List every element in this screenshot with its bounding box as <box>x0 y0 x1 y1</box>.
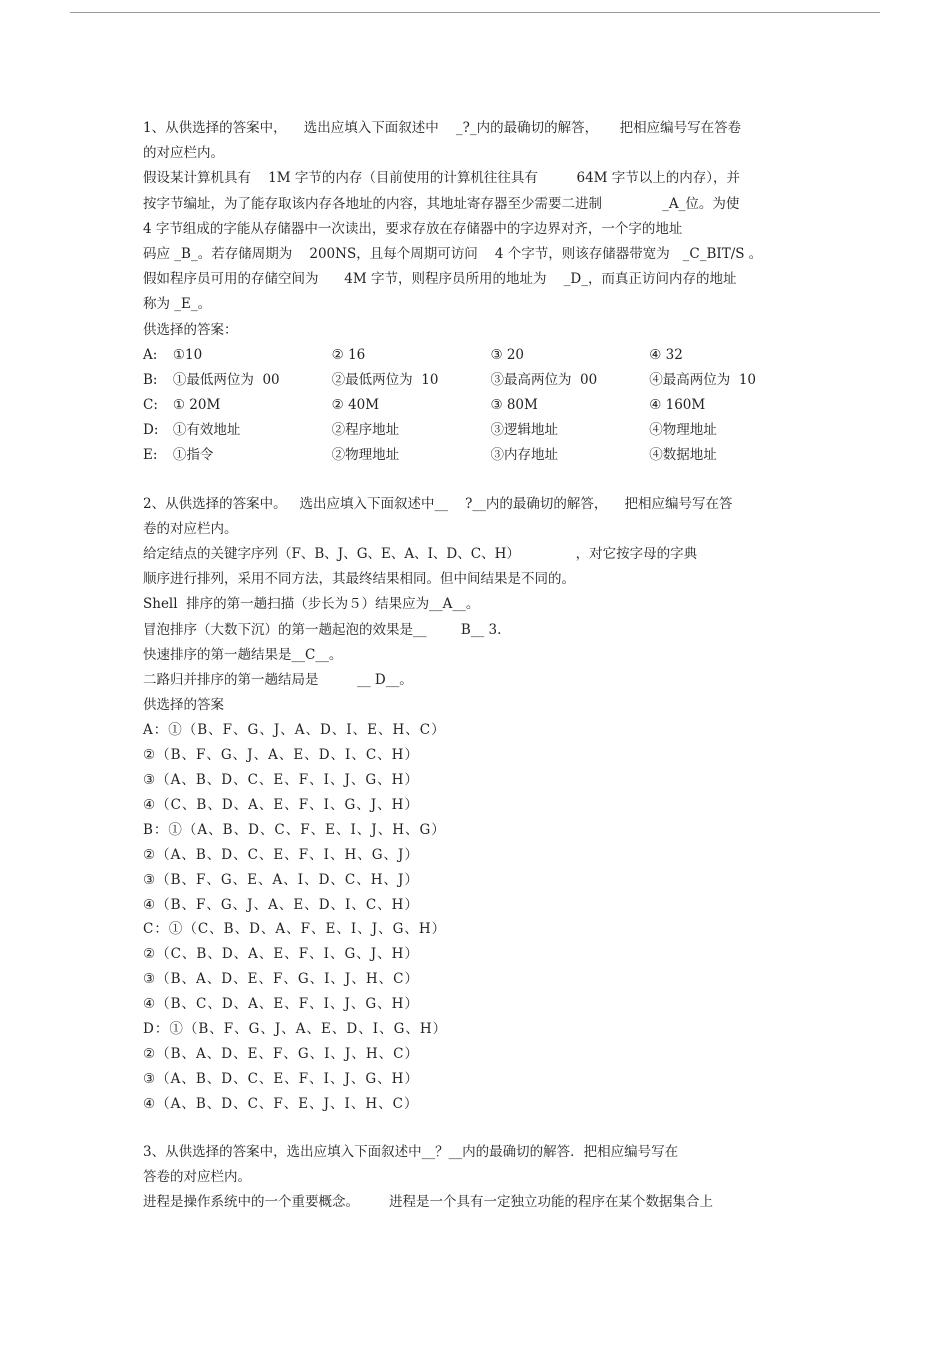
q1-line: 4 字节组成的字能从存储器中一次读出，要求存放在存储器中的字边界对齐，一个字的地址 <box>143 220 683 237</box>
document-body <box>143 116 808 1215</box>
option-key: E: <box>143 447 158 464</box>
q1-option-row-c <box>143 393 808 418</box>
q2-line: Shell 排序的第一趟扫描（步长为５）结果应为__A__。 <box>143 596 480 613</box>
q3-line: 答卷的对应栏内。 <box>143 1168 251 1185</box>
q1-line: 按字节编址，为了能存取该内存各地址的内容，其地址寄存器至少需要二进制 _A_位。为使 <box>143 195 740 212</box>
q2-answer-line: ②（B、F、G、J、A、E、D、I、C、H） <box>143 747 419 764</box>
q1-option-row-b <box>143 368 808 393</box>
option-choice: ③ 20 <box>490 346 525 363</box>
q1-line: 称为 _E_。 <box>143 296 212 313</box>
option-key: B: <box>143 371 158 388</box>
q3-line: 进程是操作系统中的一个重要概念。 进程是一个具有一定独立功能的程序在某个数据集合上 <box>143 1193 714 1210</box>
option-choice: ③逻辑地址 <box>490 422 558 439</box>
q2-line: 顺序进行排列，采用不同方法，其最终结果相同。但中间结果是不同的。 <box>143 571 575 588</box>
option-choice: ① 20M <box>172 397 221 414</box>
q2-line: 快速排序的第一趟结果是__C__。 <box>143 646 343 663</box>
q2-line: 卷的对应栏内。 <box>143 520 238 537</box>
q1-line: 供选择的答案： <box>143 321 238 338</box>
q1-line: 的对应栏内。 <box>143 145 224 162</box>
q1-line: 码应 _B_。若存储周期为 200NS，且每个周期可访问 4 个字节，则该存储器带宽为 _C_BIT/S 。 <box>143 245 763 262</box>
q1-line: 假如程序员可用的存储空间为 4M 字节，则程序员所用的地址为 _D_，而真正访问内存的地址 <box>143 271 737 288</box>
option-choice: ④物理地址 <box>649 422 717 439</box>
option-choice: ③内存地址 <box>490 447 558 464</box>
question-2 <box>143 492 808 1117</box>
option-choice: ④数据地址 <box>649 447 717 464</box>
option-choice: ①有效地址 <box>172 422 241 439</box>
option-choice: ③ 80M <box>490 397 538 414</box>
q2-answer-line: ④（B、F、G、J、A、E、D、I、C、H） <box>143 896 419 913</box>
q2-answer-line: D：①（B、F、G、J、A、E、D、I、G、H） <box>143 1021 448 1037</box>
section-gap <box>143 1117 808 1140</box>
option-choice: ④最高两位为 10 <box>649 371 756 388</box>
q2-answer-line: ②（A、B、D、C、E、F、I、H、G、J） <box>143 846 419 863</box>
option-choice: ②最低两位为 10 <box>331 371 439 388</box>
q2-line: 供选择的答案 <box>143 697 224 714</box>
q2-line: 2、从供选择的答案中。 选出应填入下面叙述中__ ?__内的最确切的解答， 把相应编号写在答 <box>143 495 733 512</box>
q2-answer-line: C：①（C、B、D、A、F、E、I、J、G、H） <box>143 921 447 938</box>
q2-answer-line: ④（A、B、D、C、F、E、J、I、H、C） <box>143 1095 419 1112</box>
q2-answer-line: A：①（B、F、G、J、A、D、I、E、H、C） <box>143 722 446 739</box>
q2-line: 二路归并排序的第一趟结局是 __ D__。 <box>143 671 413 688</box>
q2-answer-line: ③（A、B、D、C、E、F、I、J、G、H） <box>143 1070 419 1087</box>
question-3 <box>143 1140 808 1216</box>
option-choice: ①10 <box>172 346 203 363</box>
option-choice: ②程序地址 <box>331 422 400 439</box>
question-1 <box>143 116 808 469</box>
q2-answer-line: B：①（A、B、D、C、F、E、I、J、H、G） <box>143 821 446 838</box>
q1-option-row-a <box>143 343 808 368</box>
q1-line: 假设某计算机具有 1M 字节的内存（目前使用的计算机往往具有 64M 字节以上的内存），并 <box>143 170 741 187</box>
option-key: D: <box>143 422 159 439</box>
q2-line: 冒泡排序（大数下沉）的第一趟起泡的效果是__ B__ 3. <box>143 621 502 638</box>
option-choice: ② 16 <box>331 346 366 363</box>
q1-line: 1、从供选择的答案中， 选出应填入下面叙述中 _?_内的最确切的解答， 把相应编号写在答卷 <box>143 120 742 136</box>
q2-answer-line: ③（B、F、G、E、A、I、D、C、H、J） <box>143 871 419 888</box>
section-gap <box>143 469 808 492</box>
option-choice: ③最高两位为 00 <box>490 371 598 388</box>
option-choice: ①最低两位为 00 <box>172 371 280 388</box>
q1-option-row-d <box>143 418 808 443</box>
option-key: A: <box>143 346 158 363</box>
q2-line: 给定结点的关键字序列（F、B、J、G、E、A、I、D、C、H） ，对它按字母的字典 <box>143 546 698 562</box>
option-choice: ④ 32 <box>649 346 683 363</box>
option-key: C: <box>143 397 158 414</box>
option-choice: ②物理地址 <box>331 447 400 464</box>
q2-answer-line: ④（B、C、D、A、E、F、I、J、G、H） <box>143 996 419 1013</box>
q1-option-row-e <box>143 443 808 468</box>
q2-answer-line: ③（B、A、D、E、F、G、I、J、H、C） <box>143 971 419 988</box>
option-choice: ② 40M <box>331 397 380 414</box>
q2-answer-line: ②（C、B、D、A、E、F、I、G、J、H） <box>143 946 419 963</box>
q3-line: 3、从供选择的答案中，选出应填入下面叙述中__？__内的最确切的解答．把相应编号写在 <box>143 1143 679 1160</box>
option-choice: ①指令 <box>172 447 214 464</box>
header-rule <box>70 12 880 13</box>
q2-answer-line: ④（C、B、D、A、E、F、I、G、J、H） <box>143 796 419 813</box>
q2-answer-line: ②（B、A、D、E、F、G、I、J、H、C） <box>143 1045 419 1062</box>
q2-answer-line: ③（A、B、D、C、E、F、I、J、G、H） <box>143 772 419 789</box>
option-choice: ④ 160M <box>649 397 706 414</box>
